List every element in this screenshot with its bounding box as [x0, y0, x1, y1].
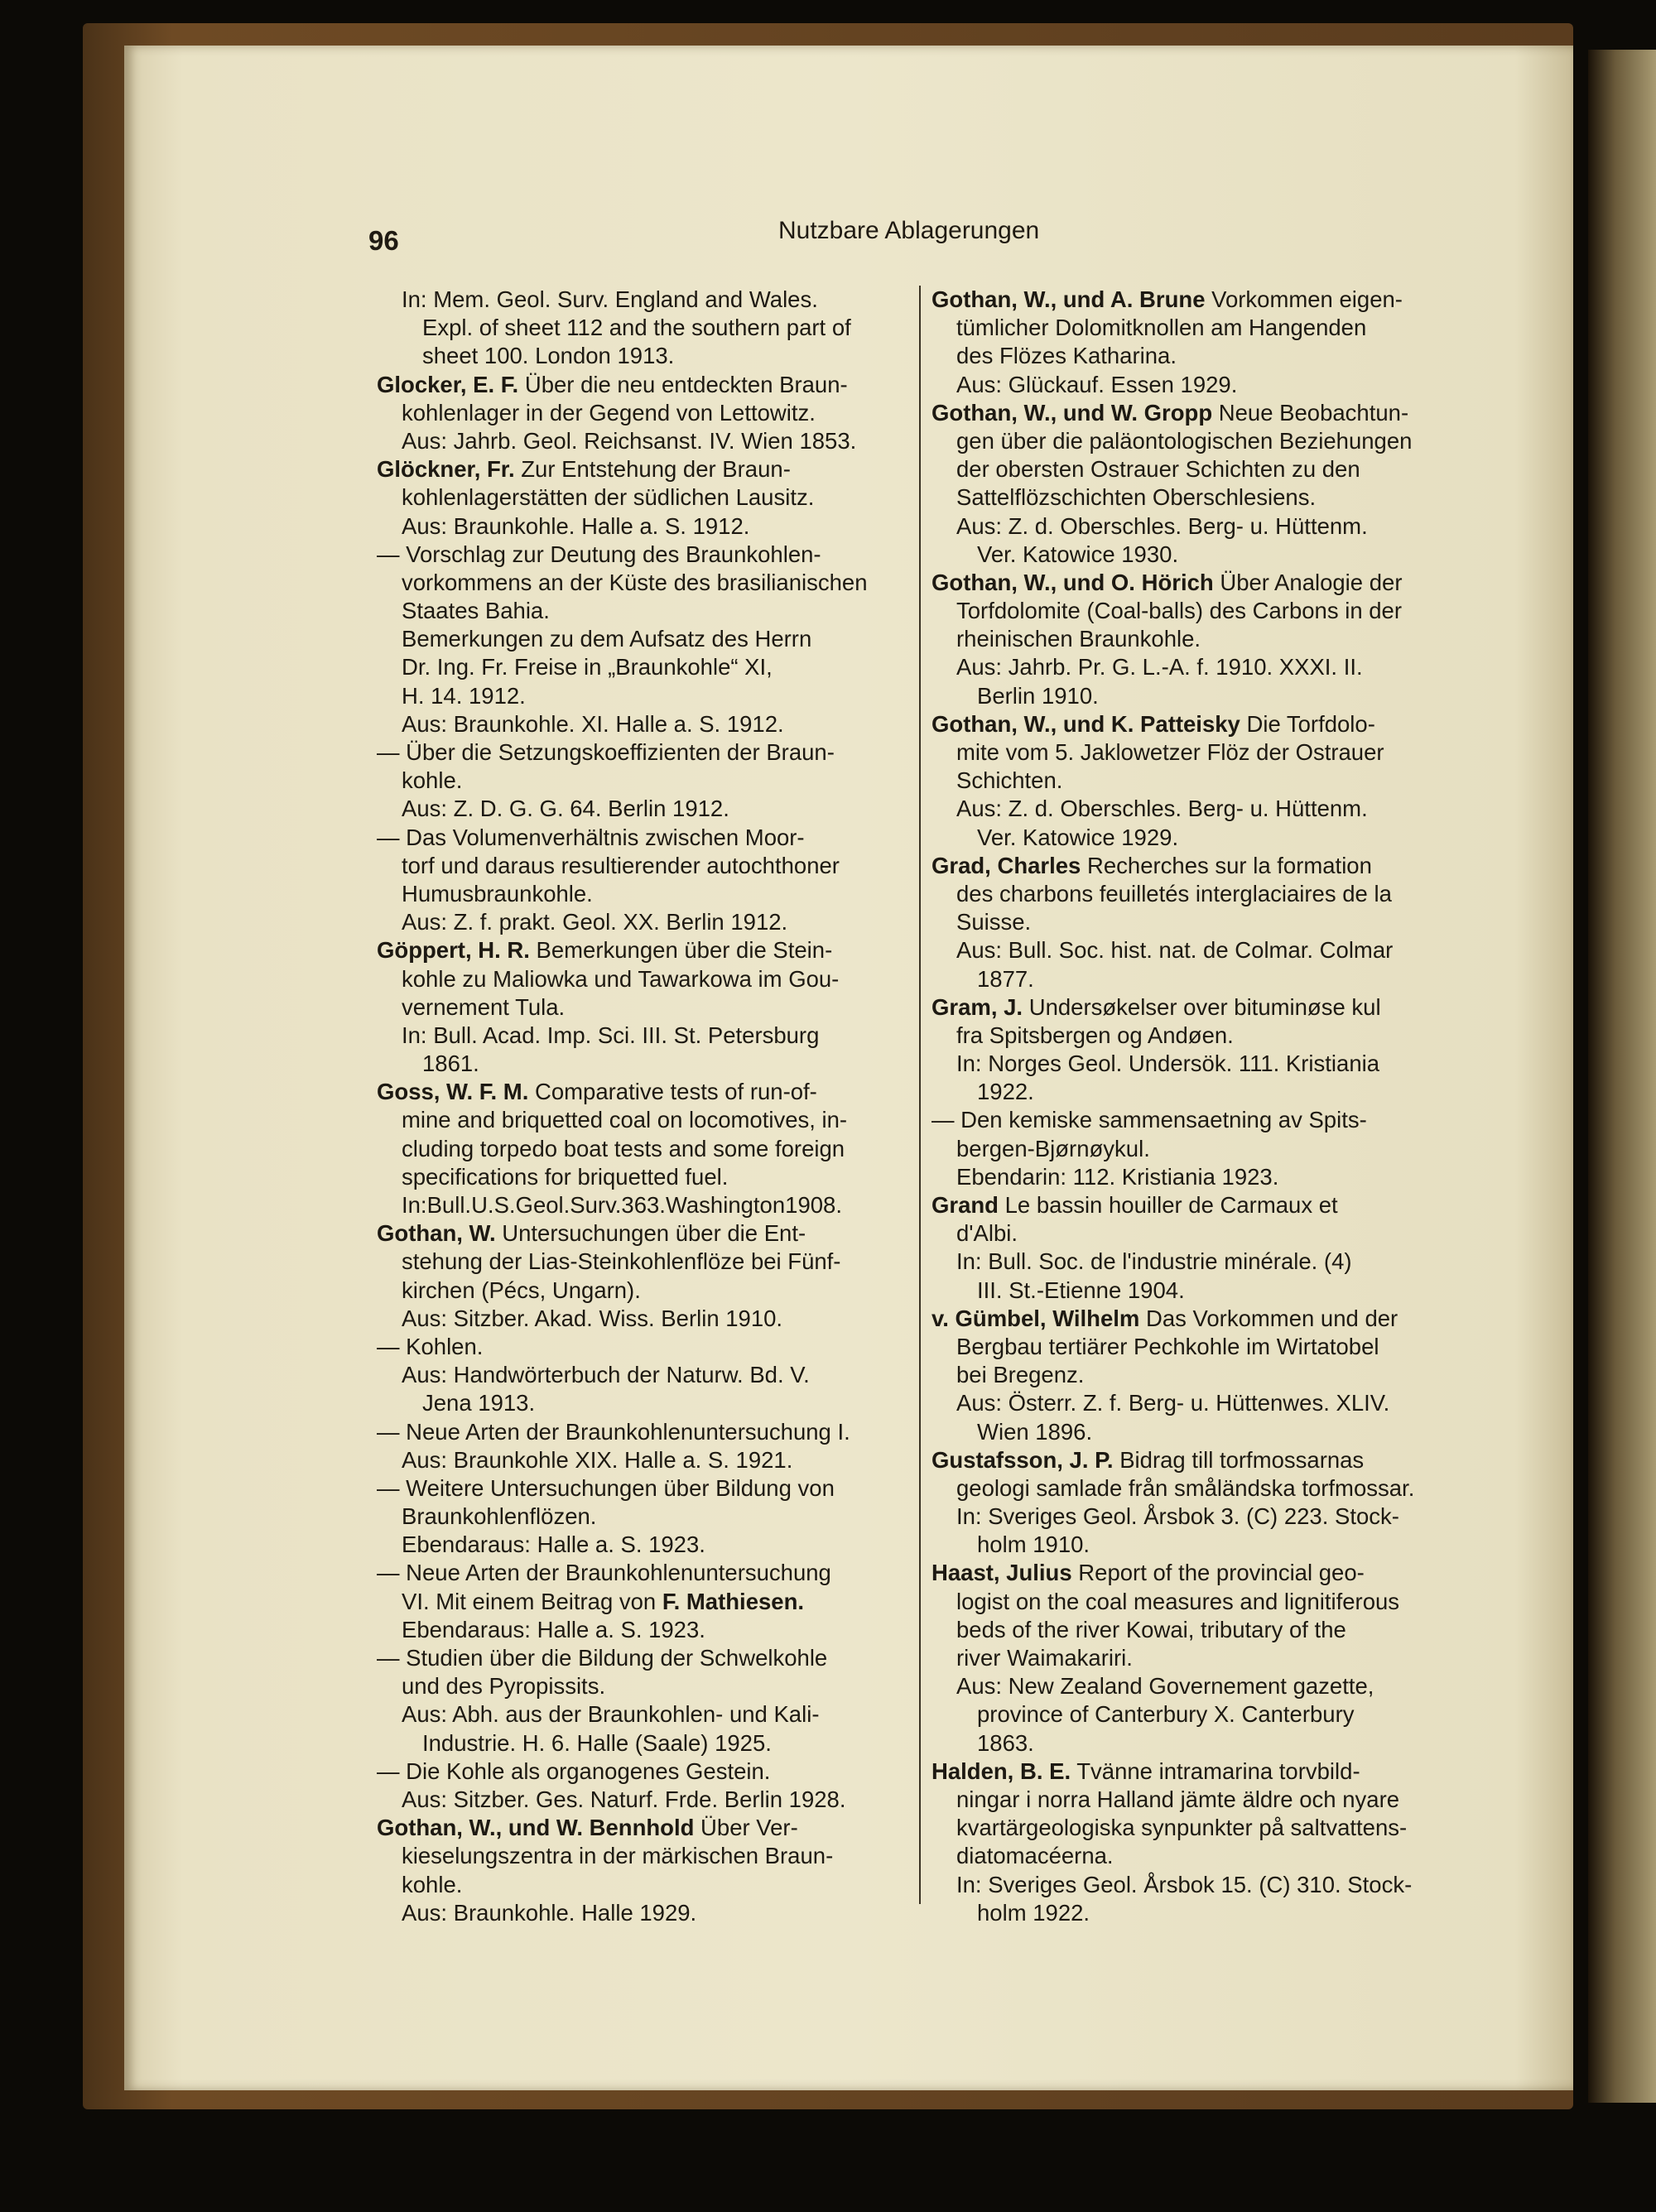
author-name: Gothan, W., und A. Brune — [932, 286, 1206, 312]
entry-text: mine and briquetted coal on locomotives, in- — [402, 1107, 848, 1133]
bibliography-line — [377, 936, 903, 964]
bibliography-line — [932, 512, 1470, 541]
entry-text: 1861. — [422, 1051, 479, 1077]
entry-text: In: Sveriges Geol. Årsbok 3. (C) 223. Stock- — [956, 1503, 1399, 1530]
author-name: Haast, Julius — [932, 1560, 1072, 1586]
entry-text: Industrie. H. 6. Halle (Saale) 1925. — [422, 1729, 772, 1756]
author-name: Gothan, W., und W. Gropp — [932, 399, 1213, 426]
entry-text: Aus: Abh. aus der Braunkohlen- und Kali- — [402, 1701, 820, 1728]
entry-text: des Flözes Katharina. — [956, 343, 1177, 369]
bibliography-line — [932, 1899, 1470, 1927]
entry-text: Ebendarin: 112. Kristiania 1923. — [956, 1163, 1279, 1190]
left-column — [377, 286, 903, 1927]
bibliography-line — [932, 1531, 1470, 1559]
bibliography-line — [932, 1814, 1470, 1842]
bibliography-line — [932, 286, 1470, 314]
entry-text: Torfdolomite (Coal-balls) des Carbons in der — [956, 598, 1403, 624]
entry-text: Bemerkungen zu dem Aufsatz des Herrn — [402, 626, 812, 652]
bibliography-line — [377, 965, 903, 993]
bibliography-line — [377, 483, 903, 512]
bibliography-line — [932, 1389, 1470, 1417]
entry-text: kohle. — [402, 767, 463, 794]
bibliography-line — [377, 1248, 903, 1276]
entry-text: Untersuchungen über die Ent- — [495, 1220, 806, 1247]
entry-text: Schichten. — [956, 767, 1063, 794]
bibliography-line — [932, 1446, 1470, 1474]
entry-text: Die Torfdolo- — [1240, 710, 1375, 737]
bibliography-line — [932, 767, 1470, 795]
bibliography-line — [377, 399, 903, 427]
bibliography-line — [932, 625, 1470, 653]
author-name: v. Gümbel, Wilhelm — [932, 1305, 1140, 1331]
bibliography-line — [377, 286, 903, 314]
bibliography-line — [932, 455, 1470, 483]
bibliography-line — [932, 710, 1470, 738]
bibliography-line — [377, 1361, 903, 1389]
author-name: Gram, J. — [932, 993, 1023, 1020]
bibliography-line — [932, 427, 1470, 455]
bibliography-line — [932, 1163, 1470, 1191]
bibliography-line — [932, 1305, 1470, 1333]
page-number: 96 — [368, 225, 399, 256]
bibliography-line — [932, 541, 1470, 569]
entry-text: Report of the provincial geo- — [1071, 1560, 1365, 1586]
bibliography-line — [932, 1588, 1470, 1616]
author-name: Glöckner, Fr. — [377, 456, 515, 483]
entry-text: Aus: Z. d. Oberschles. Berg- u. Hüttenm. — [956, 796, 1368, 822]
entry-text: d'Albi. — [956, 1220, 1018, 1247]
bibliography-line — [377, 1644, 903, 1672]
bibliography-line — [932, 795, 1470, 823]
bibliography-line — [932, 371, 1470, 399]
bibliography-line — [932, 1248, 1470, 1276]
author-name: Gothan, W., und O. Hörich — [932, 569, 1214, 595]
bibliography-line — [932, 1559, 1470, 1587]
entry-text: holm 1910. — [977, 1532, 1090, 1558]
bibliography-line — [377, 342, 903, 370]
column-divider — [919, 286, 921, 1904]
entry-text: In: Mem. Geol. Surv. England and Wales. — [402, 286, 818, 312]
entry-text: Berlin 1910. — [977, 682, 1099, 709]
entry-text: Sattelflözschichten Oberschlesiens. — [956, 484, 1317, 511]
entry-text: Le bassin houiller de Carmaux et — [998, 1192, 1338, 1218]
bibliography-line — [377, 682, 903, 710]
running-title: Nutzbare Ablagerungen — [778, 217, 1040, 244]
bibliography-line — [932, 1616, 1470, 1644]
bibliography-line — [932, 908, 1470, 936]
entry-text: province of Canterbury X. Canterbury — [977, 1701, 1355, 1728]
entry-text: geologi samlade från småländska torfmossar. — [956, 1474, 1415, 1501]
facing-page-edge — [1588, 50, 1656, 2103]
bibliography-line — [377, 1758, 903, 1786]
bibliography-line — [377, 1333, 903, 1361]
entry-text: der obersten Ostrauer Schichten zu den — [956, 456, 1360, 483]
entry-text: Suisse. — [956, 909, 1032, 935]
entry-text: Aus: Braunkohle XIX. Halle a. S. 1921. — [402, 1446, 793, 1473]
entry-text: In: Sveriges Geol. Årsbok 15. (C) 310. Stock- — [956, 1871, 1413, 1897]
bibliography-line — [377, 1559, 903, 1587]
entry-text: kohle. — [402, 1871, 463, 1897]
bibliography-line — [377, 1106, 903, 1134]
entry-text: III. St.-Etienne 1904. — [977, 1277, 1185, 1303]
bibliography-line — [932, 1078, 1470, 1106]
entry-text: und des Pyropissits. — [402, 1673, 606, 1700]
bibliography-line — [932, 483, 1470, 512]
entry-text: sheet 100. London 1913. — [422, 343, 675, 369]
bibliography-line — [377, 512, 903, 541]
author-name: Halden, B. E. — [932, 1758, 1071, 1784]
bibliography-line — [377, 597, 903, 625]
entry-text: — Neue Arten der Braunkohlenuntersuchung I. — [377, 1418, 850, 1445]
entry-text: kvartärgeologiska synpunkter på saltvattens- — [956, 1815, 1408, 1841]
entry-text: In: Bull. Soc. de l'industrie minérale. (4) — [956, 1248, 1352, 1275]
entry-text: — Vorschlag zur Deutung des Braunkohlen- — [377, 541, 821, 567]
bibliography-line — [377, 1446, 903, 1474]
entry-text: Das Vorkommen und der — [1139, 1305, 1398, 1331]
entry-text: Aus: Sitzber. Ges. Naturf. Frde. Berlin 1928. — [402, 1786, 846, 1812]
bibliography-line — [377, 1503, 903, 1531]
bibliography-line — [932, 1219, 1470, 1248]
bibliography-line — [377, 1700, 903, 1729]
bibliography-line — [377, 427, 903, 455]
entry-text: river Waimakariri. — [956, 1645, 1133, 1671]
entry-text: Aus: Sitzber. Akad. Wiss. Berlin 1910. — [402, 1305, 783, 1331]
bibliography-line — [932, 1729, 1470, 1758]
entry-text: Aus: New Zealand Governement gazette, — [956, 1673, 1374, 1700]
entry-text: Aus: Z. D. G. G. 64. Berlin 1912. — [402, 796, 729, 822]
entry-text: Bidrag till torfmossarnas — [1113, 1446, 1365, 1473]
bibliography-line — [932, 993, 1470, 1022]
bibliography-line — [932, 965, 1470, 993]
bibliography-line — [932, 1758, 1470, 1786]
entry-text: Aus: Österr. Z. f. Berg- u. Hüttenwes. XLIV. — [956, 1390, 1390, 1416]
bibliography-line — [932, 1333, 1470, 1361]
author-name: Glocker, E. F. — [377, 371, 519, 397]
entry-text: mite vom 5. Jaklowetzer Flöz der Ostrauer — [956, 739, 1384, 765]
entry-text: Aus: Braunkohle. XI. Halle a. S. 1912. — [402, 710, 784, 737]
entry-text: bergen-Bjørnøykul. — [956, 1135, 1150, 1161]
bibliography-line — [377, 653, 903, 681]
bibliography-line — [932, 1191, 1470, 1219]
entry-text: kohlenlagerstätten der südlichen Lausitz. — [402, 484, 815, 511]
entry-text: VI. Mit einem Beitrag von — [402, 1588, 662, 1614]
entry-text: — Den kemiske sammensaetning av Spits- — [932, 1107, 1367, 1133]
bibliography-line — [377, 314, 903, 342]
author-name: Göppert, H. R. — [377, 937, 530, 964]
entry-text: Über Ver- — [694, 1815, 798, 1841]
bibliography-line — [932, 1786, 1470, 1814]
entry-text: logist on the coal measures and lignitiferous — [956, 1588, 1400, 1614]
entry-text: Ver. Katowice 1930. — [977, 541, 1179, 567]
entry-text: Staates Bahia. — [402, 598, 550, 624]
entry-text: Über Analogie der — [1213, 569, 1403, 595]
entry-text: Humusbraunkohle. — [402, 880, 593, 906]
bibliography-line — [377, 880, 903, 908]
entry-text: 1922. — [977, 1079, 1034, 1105]
entry-text: Aus: Z. d. Oberschles. Berg- u. Hüttenm. — [956, 512, 1368, 539]
entry-text: Aus: Handwörterbuch der Naturw. Bd. V. — [402, 1362, 810, 1388]
entry-text: kirchen (Pécs, Ungarn). — [402, 1277, 641, 1303]
bibliography-line — [932, 738, 1470, 767]
bibliography-line — [932, 1418, 1470, 1446]
entry-text: — Studien über die Bildung der Schwelkohle — [377, 1645, 828, 1671]
bibliography-line — [377, 1219, 903, 1248]
bibliography-line — [377, 852, 903, 880]
entry-text: Ebendaraus: Halle a. S. 1923. — [402, 1616, 705, 1642]
bibliography-line — [377, 1474, 903, 1503]
bibliography-line — [932, 1700, 1470, 1729]
bibliography-line — [377, 1899, 903, 1927]
entry-text: Recherches sur la formation — [1081, 852, 1372, 878]
entry-text: Aus: Jahrb. Pr. G. L.-A. f. 1910. XXXI. II. — [956, 654, 1363, 680]
entry-text: — Neue Arten der Braunkohlenuntersuchung — [377, 1560, 831, 1586]
bibliography-line — [377, 1786, 903, 1814]
author-name: Grand — [932, 1192, 999, 1218]
bibliography-line — [932, 1644, 1470, 1672]
entry-text: Wien 1896. — [977, 1418, 1093, 1445]
bibliography-line — [377, 795, 903, 823]
entry-text: rheinischen Braunkohle. — [956, 626, 1201, 652]
bibliography-line — [377, 1842, 903, 1870]
bibliography-line — [377, 625, 903, 653]
bibliography-line — [932, 314, 1470, 342]
bibliography-line — [377, 767, 903, 795]
entry-text: Bergbau tertiärer Pechkohle im Wirtatobel — [956, 1333, 1379, 1359]
entry-text: — Über die Setzungskoeffizienten der Braun- — [377, 739, 835, 765]
entry-text: 1863. — [977, 1729, 1034, 1756]
bibliography-line — [377, 824, 903, 852]
entry-text: Braunkohlenflözen. — [402, 1503, 597, 1530]
author-name: Gothan, W. — [377, 1220, 496, 1247]
bibliography-line — [932, 653, 1470, 681]
entry-text: holm 1922. — [977, 1899, 1090, 1926]
entry-text: Aus: Z. f. prakt. Geol. XX. Berlin 1912. — [402, 909, 788, 935]
entry-text: vernement Tula. — [402, 993, 566, 1020]
bibliography-line — [932, 1474, 1470, 1503]
bibliography-line — [932, 936, 1470, 964]
entry-text: ningar i norra Halland jämte äldre och nyare — [956, 1786, 1400, 1812]
bibliography-line — [377, 569, 903, 597]
bibliography-line — [932, 1361, 1470, 1389]
bibliography-line — [377, 1305, 903, 1333]
author-name: Gothan, W., und W. Bennhold — [377, 1815, 695, 1841]
entry-text: H. 14. 1912. — [402, 682, 526, 709]
bibliography-line — [377, 1389, 903, 1417]
bibliography-line — [377, 455, 903, 483]
author-name: Grad, Charles — [932, 852, 1081, 878]
bibliography-line — [377, 1418, 903, 1446]
entry-text: Aus: Glückauf. Essen 1929. — [956, 371, 1238, 397]
bibliography-line — [932, 597, 1470, 625]
entry-text: 1877. — [977, 965, 1034, 992]
entry-text: Dr. Ing. Fr. Freise in „Braunkohle“ XI, — [402, 654, 773, 680]
entry-text: kohlenlager in der Gegend von Lettowitz. — [402, 399, 816, 426]
entry-text: torf und daraus resultierender autochthoner — [402, 852, 840, 878]
bibliography-line — [377, 908, 903, 936]
bibliography-line — [932, 342, 1470, 370]
bibliography-line — [932, 1503, 1470, 1531]
bibliography-line — [377, 1588, 903, 1616]
author-name: Gustafsson, J. P. — [932, 1446, 1114, 1473]
bibliography-line — [377, 1531, 903, 1559]
author-name: Goss, W. F. M. — [377, 1079, 529, 1105]
bibliography-line — [377, 1672, 903, 1700]
bibliography-line — [932, 880, 1470, 908]
bibliography-line — [377, 1163, 903, 1191]
bibliography-line — [377, 710, 903, 738]
entry-text: Jena 1913. — [422, 1390, 536, 1416]
bibliography-line — [932, 682, 1470, 710]
bibliography-line — [932, 1672, 1470, 1700]
bibliography-line — [932, 1277, 1470, 1305]
entry-text: des charbons feuilletés interglaciaires de la — [956, 880, 1392, 906]
entry-text: — Die Kohle als organogenes Gestein. — [377, 1758, 771, 1784]
entry-text: Ebendaraus: Halle a. S. 1923. — [402, 1532, 705, 1558]
author-name: F. Mathiesen. — [662, 1588, 805, 1614]
entry-text: diatomacéerna. — [956, 1843, 1114, 1869]
bibliography-line — [377, 1871, 903, 1899]
entry-text: beds of the river Kowai, tributary of the — [956, 1616, 1346, 1642]
bibliography-line — [377, 1135, 903, 1163]
entry-text: Ver. Katowice 1929. — [977, 824, 1179, 850]
bibliography-line — [377, 993, 903, 1022]
entry-text: cluding torpedo boat tests and some foreign — [402, 1135, 845, 1161]
bibliography-line — [377, 738, 903, 767]
bibliography-line — [932, 569, 1470, 597]
bibliography-line — [377, 1814, 903, 1842]
entry-text: kohle zu Maliowka und Tawarkowa im Gou- — [402, 965, 840, 992]
entry-text: Über die neu entdeckten Braun- — [518, 371, 848, 397]
entry-text: Tvänne intramarina torvbild- — [1071, 1758, 1360, 1784]
entry-text: Aus: Jahrb. Geol. Reichsanst. IV. Wien 1853. — [402, 427, 857, 454]
entry-text: In: Bull. Acad. Imp. Sci. III. St. Petersburg — [402, 1022, 820, 1048]
entry-text: gen über die paläontologischen Beziehungen — [956, 427, 1413, 454]
entry-text: bei Bregenz. — [956, 1362, 1085, 1388]
entry-text: Zur Entstehung der Braun- — [514, 456, 791, 483]
entry-text: In: Norges Geol. Undersök. 111. Kristiania — [956, 1051, 1380, 1077]
entry-text: — Das Volumenverhältnis zwischen Moor- — [377, 824, 805, 850]
bibliography-line — [377, 1022, 903, 1050]
entry-text: specifications for briquetted fuel. — [402, 1163, 729, 1190]
bibliography-line — [932, 1135, 1470, 1163]
entry-text: Comparative tests of run-of- — [528, 1079, 817, 1105]
bibliography-line — [377, 1050, 903, 1078]
bibliography-line — [932, 1871, 1470, 1899]
entry-text: vorkommens an der Küste des brasilianischen — [402, 569, 868, 595]
entry-text: Aus: Bull. Soc. hist. nat. de Colmar. Colmar — [956, 937, 1394, 964]
right-column — [932, 286, 1470, 1927]
bibliography-line — [932, 852, 1470, 880]
bibliography-line — [932, 1050, 1470, 1078]
entry-text: Neue Beobachtun- — [1212, 399, 1409, 426]
bibliography-line — [377, 541, 903, 569]
bibliography-line — [377, 371, 903, 399]
bibliography-line — [932, 1842, 1470, 1870]
entry-text: stehung der Lias-Steinkohlenflöze bei Fünf- — [402, 1248, 841, 1275]
bibliography-line — [377, 1078, 903, 1106]
bibliography-line — [377, 1729, 903, 1758]
entry-text: kieselungszentra in der märkischen Braun- — [402, 1843, 834, 1869]
entry-text: Expl. of sheet 112 and the southern part of — [422, 315, 851, 341]
bibliography-line — [377, 1277, 903, 1305]
entry-text: — Weitere Untersuchungen über Bildung von — [377, 1474, 835, 1501]
entry-text: Bemerkungen über die Stein- — [529, 937, 833, 964]
bibliography-line — [377, 1616, 903, 1644]
entry-text: Aus: Braunkohle. Halle a. S. 1912. — [402, 512, 750, 539]
author-name: Gothan, W., und K. Patteisky — [932, 710, 1240, 737]
bibliography-line — [932, 399, 1470, 427]
bibliography-line — [932, 1106, 1470, 1134]
bibliography-line — [932, 1022, 1470, 1050]
entry-text: tümlicher Dolomitknollen am Hangenden — [956, 315, 1367, 341]
entry-text: — Kohlen. — [377, 1333, 484, 1359]
entry-text: In:Bull.U.S.Geol.Surv.363.Washington1908. — [402, 1192, 842, 1218]
entry-text: Undersøkelser over bituminøse kul — [1023, 993, 1381, 1020]
bibliography-line — [932, 824, 1470, 852]
bibliography-line — [377, 1191, 903, 1219]
entry-text: Aus: Braunkohle. Halle 1929. — [402, 1899, 697, 1926]
entry-text: fra Spitsbergen og Andøen. — [956, 1022, 1234, 1048]
entry-text: Vorkommen eigen- — [1205, 286, 1403, 312]
